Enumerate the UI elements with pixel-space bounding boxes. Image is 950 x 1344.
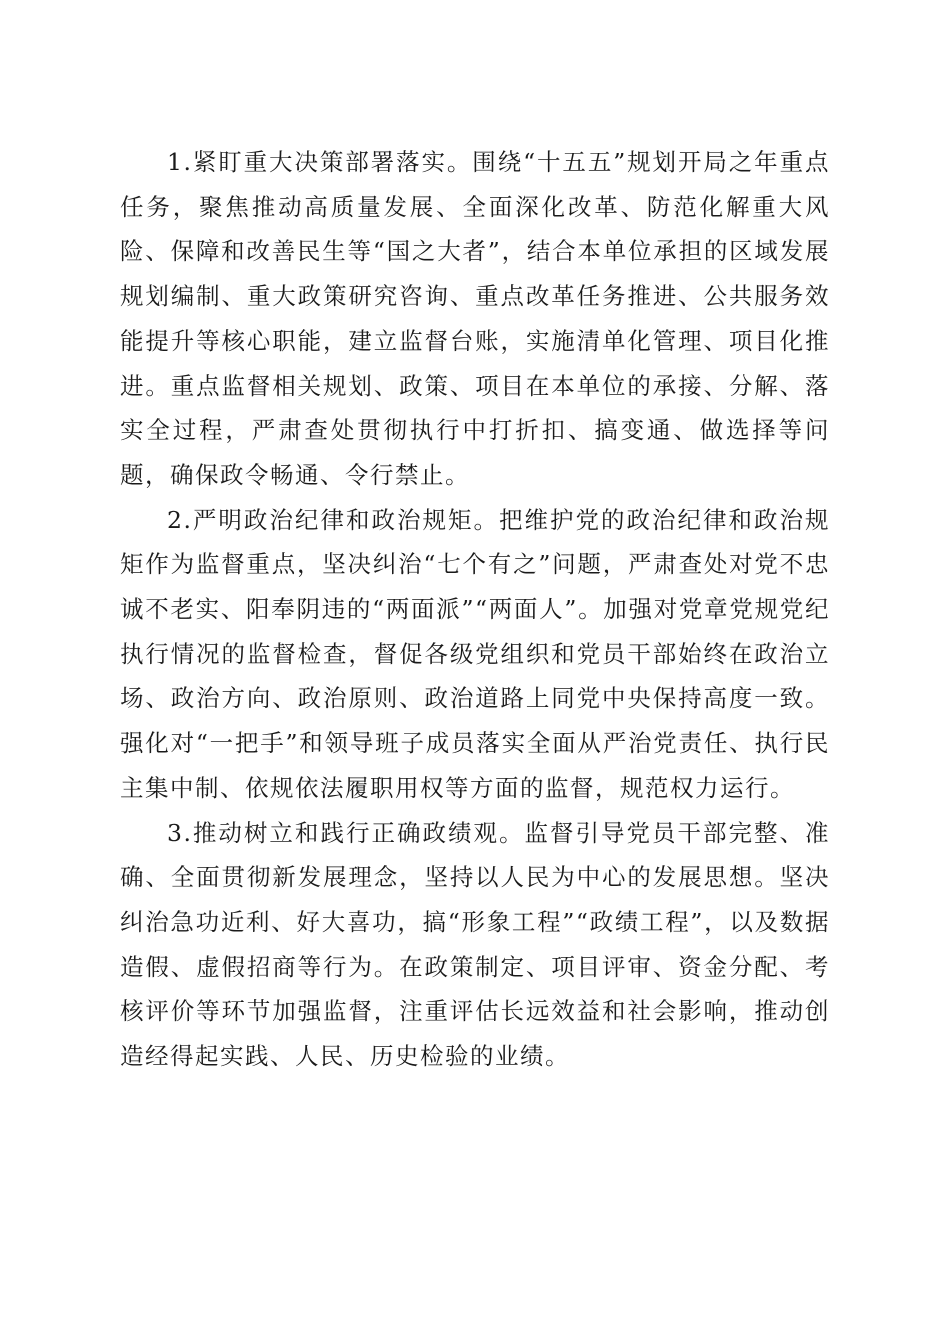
document-body	[120, 140, 830, 1079]
paragraph-performance-view: 3.推动树立和践行正确政绩观。监督引导党员干部完整、准确、全面贯彻新发展理念，坚持以人民为中心的发展思想。坚决纠治急功近利、好大喜功，搞“形象工程”“政绩工程”，以及数据造假、虚假招商等行为。在政策制定、项目评审、资金分配、考核评价等环节加强监督，注重评估长远效益和社会影响，推动创造经得起实践、人民、历史检验的业绩。	[120, 818, 830, 1071]
paragraph-political-discipline: 2.严明政治纪律和政治规矩。把维护党的政治纪律和政治规矩作为监督重点，坚决纠治“七个有之”问题，严肃查处对党不忠诚不老实、阳奉阴违的“两面派”“两面人”。加强对党章党规党纪执行情况的监督检查，督促各级党组织和党员干部始终在政治立场、政治方向、政治原则、政治道路上同党中央保持高度一致。强化对“一把手”和领导班子成员落实全面从严治党责任、执行民主集中制、依规依法履职用权等方面的监督，规范权力运行。	[120, 505, 830, 802]
paragraph-major-decisions: 1.紧盯重大决策部署落实。围绕“十五五”规划开局之年重点任务，聚焦推动高质量发展、全面深化改革、防范化解重大风险、保障和改善民生等“国之大者”，结合本单位承担的区域发展规划编制、重大政策研究咨询、重点改革任务推进、公共服务效能提升等核心职能，建立监督台账，实施清单化管理、项目化推进。重点监督相关规划、政策、项目在本单位的承接、分解、落实全过程，严肃查处贯彻执行中打折扣、搞变通、做选择等问题，确保政令畅通、令行禁止。	[120, 148, 830, 489]
